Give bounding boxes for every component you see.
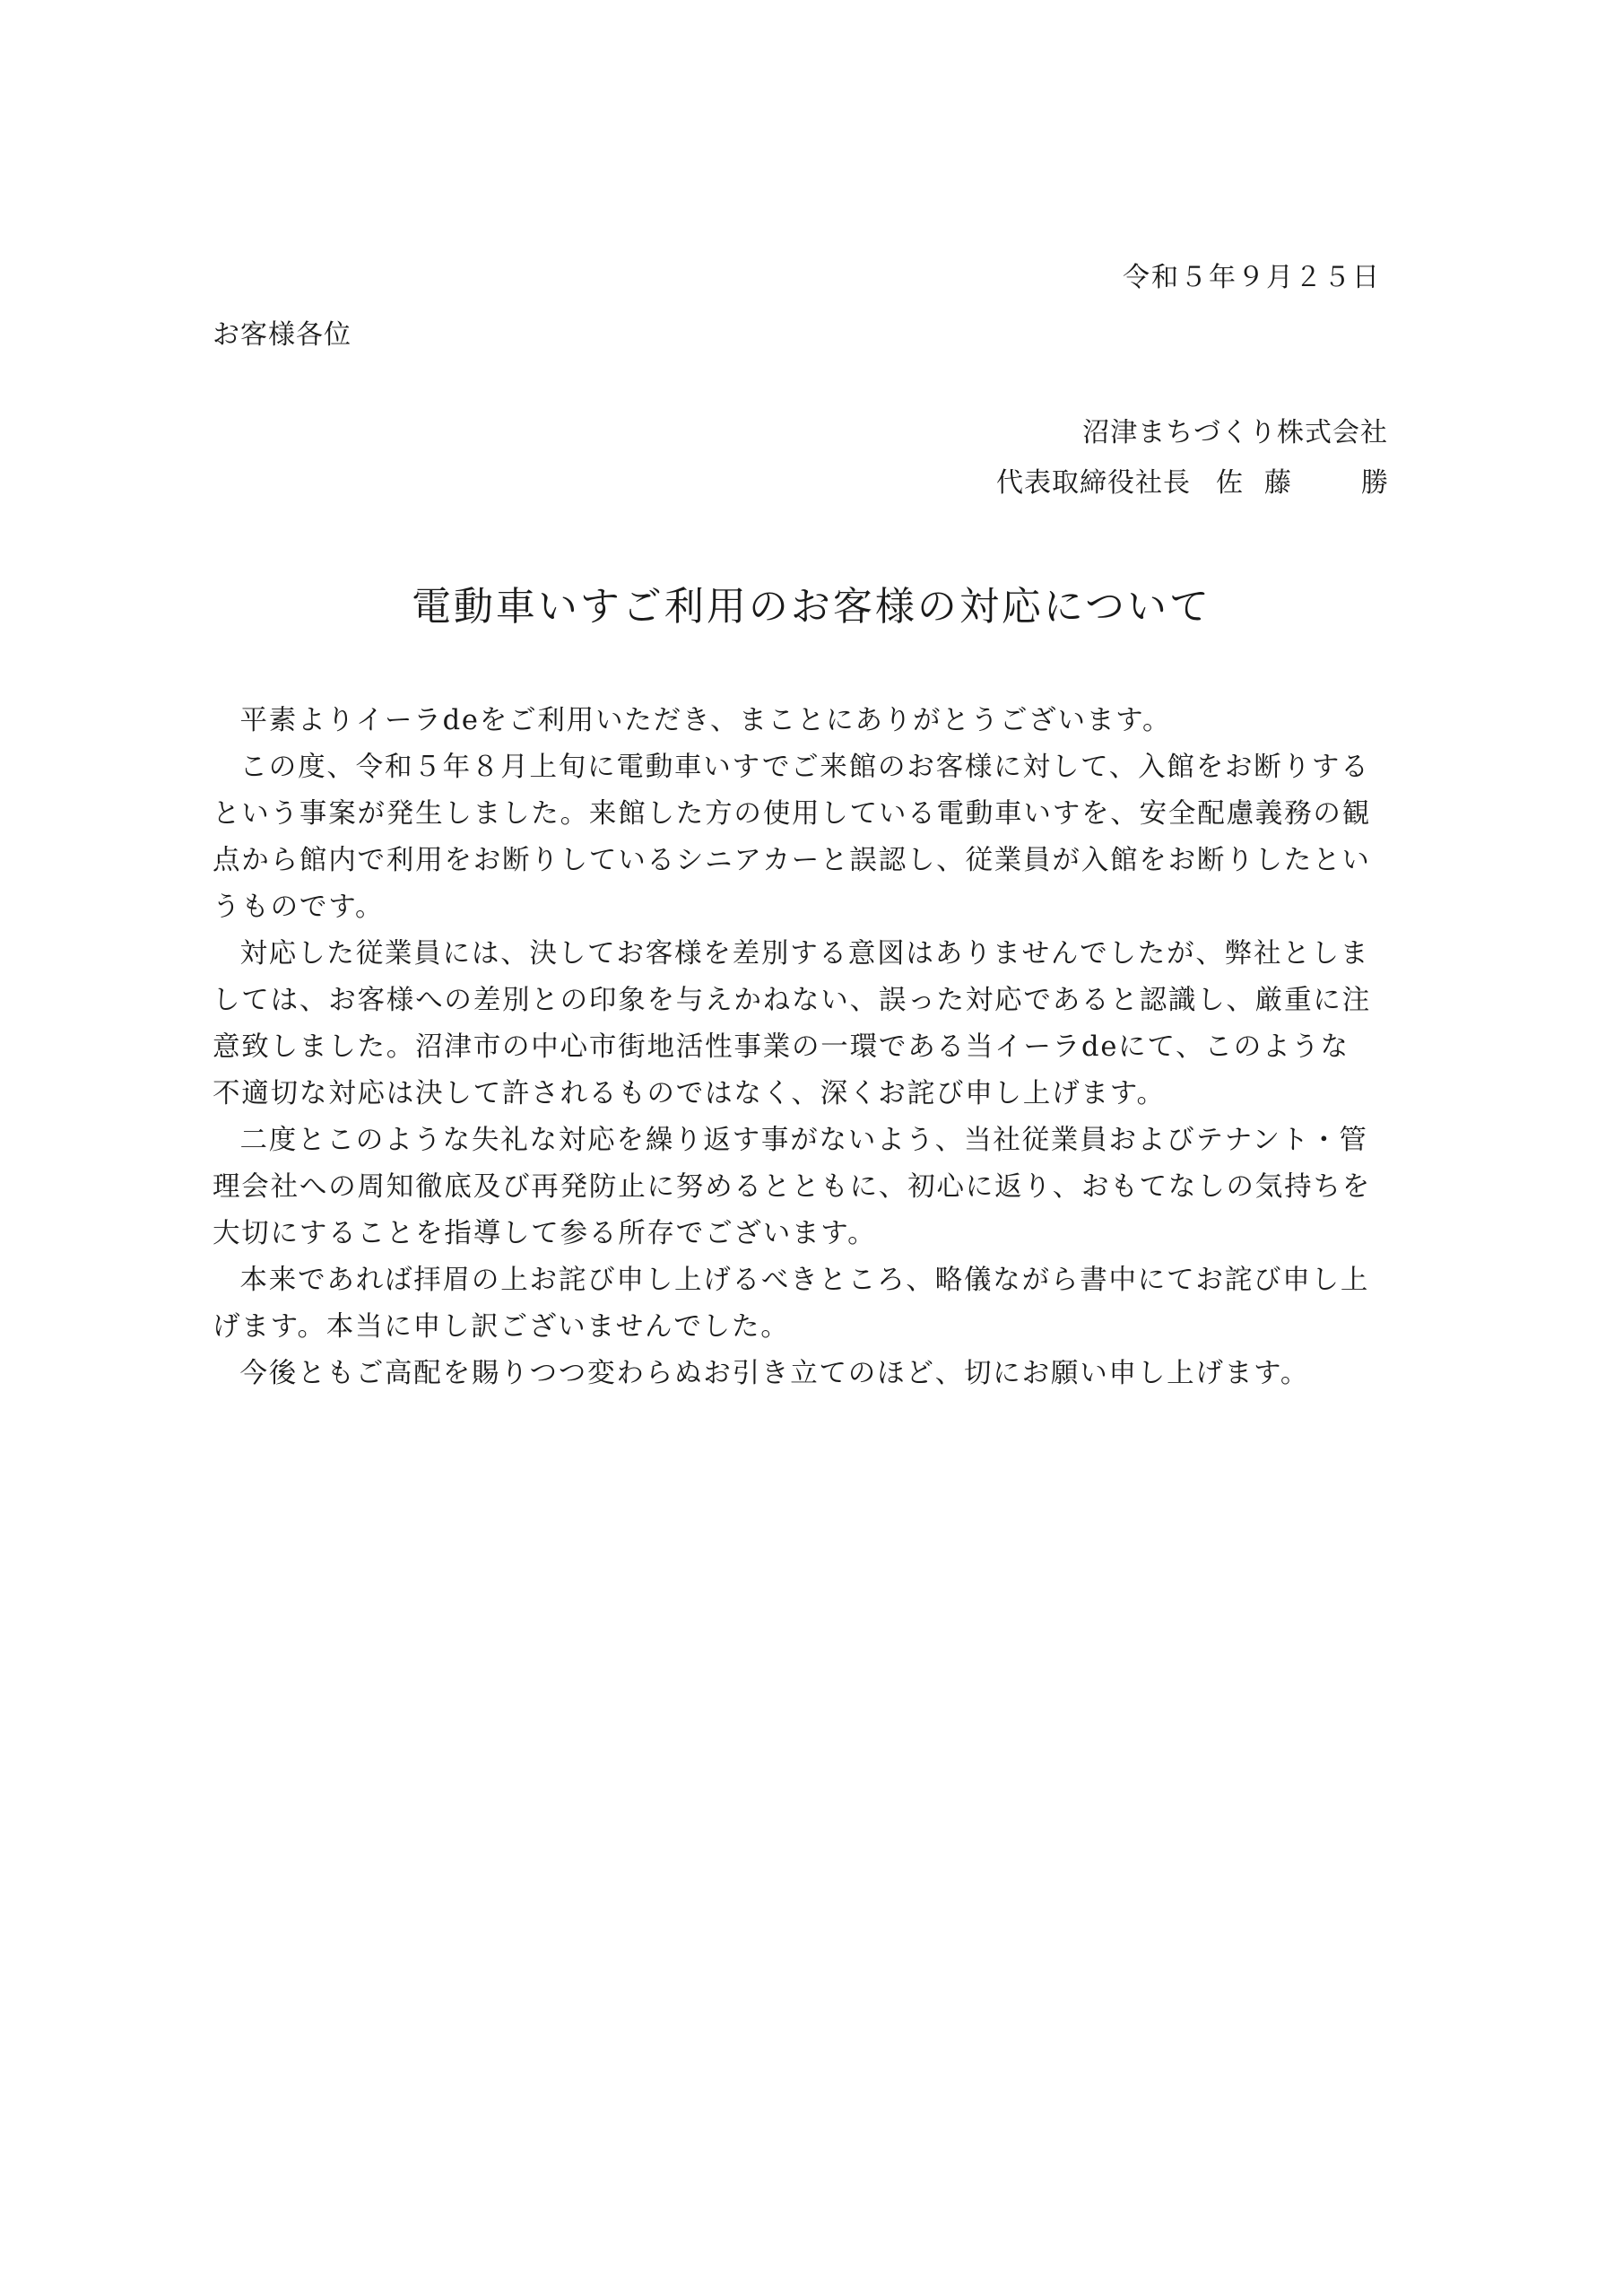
body-paragraph: 平素よりイーラdeをご利用いただき、まことにありがとうございます。: [239, 705, 1172, 736]
sender-name: 佐藤 勝: [1216, 467, 1410, 499]
sender-block: [996, 408, 1410, 509]
body-paragraph: 対応した従業員には、決してお客様を差別する意図はありませんでしたが、弊社としましては、お客様への差別との印象を与えかねない、誤った対応であると認識し、厳重に注意致しました。沼津市の中心市街地活性事業の一環である当イーラdeにて、このような不適切な対応は決して許されるものではなく、深くお詫び申し上げます。: [213, 938, 1371, 1109]
body-paragraph: 二度とこのような失礼な対応を繰り返す事がないよう、当社従業員およびテナント・管理会社への周知徹底及び再発防止に努めるとともに、初心に返り、おもてなしの気持ちを大切にすることを指導して参る所存でございます。: [213, 1125, 1371, 1249]
sender-company: 沼津まちづくり株式会社: [1082, 417, 1388, 448]
addressee: お客様各位: [213, 319, 352, 351]
letter-title: 電動車いすご利用のお客様の対応について: [411, 584, 1212, 630]
body-paragraph: 今後ともご高配を賜りつつ変わらぬお引き立てのほど、切にお願い申し上げます。: [239, 1358, 1310, 1389]
sender-role: 代表取締役社長: [996, 467, 1191, 499]
body-paragraph: 本来であれば拝眉の上お詫び申し上げるべきところ、略儀ながら書中にてお詫び申し上げます。本当に申し訳ございませんでした。: [213, 1265, 1370, 1343]
body-paragraph: この度、令和５年８月上旬に電動車いすでご来館のお客様に対して、入館をお断りするという事案が発生しました。来館した方の使用している電動車いすを、安全配慮義務の観点から館内で利用をお断りしているシニアカーと誤認し、従業員が入館をお断りしたというものです。: [213, 752, 1371, 923]
letter-body: [213, 698, 1378, 1397]
sender-representative: [996, 458, 1410, 509]
letter-date: 令和５年９月２５日: [1123, 262, 1381, 293]
